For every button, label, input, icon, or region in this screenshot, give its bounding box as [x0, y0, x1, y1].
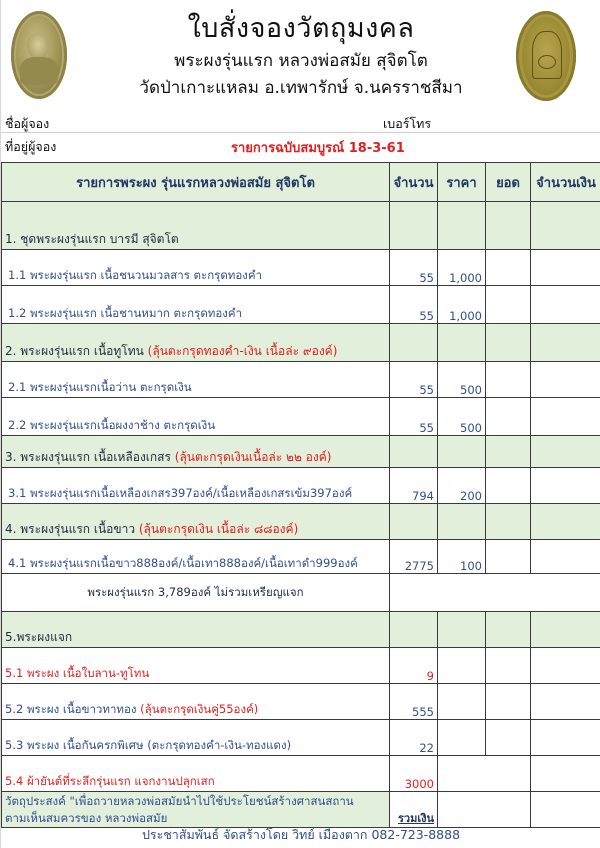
phone-field-label[interactable]: เบอร์โทร — [383, 116, 432, 131]
edition-note: รายการฉบับสมบูรณ์ 18-3-61 — [231, 141, 405, 156]
item-qty: 55 — [390, 398, 438, 436]
item-price: 500 — [438, 398, 486, 436]
total-ordered-cell[interactable] — [438, 792, 531, 828]
item-desc: 2.2 พระผงรุ่นแรกเนื้อผงงาช้าง ตะกรุดเงิน — [2, 398, 390, 436]
ordered-input[interactable] — [486, 324, 531, 362]
ordered-input[interactable] — [486, 398, 531, 436]
header-price: ราคา — [438, 163, 486, 202]
section-row — [2, 612, 600, 648]
item-desc: 1.2 พระผงรุ่นแรก เนื้อชานหมาก ตะกรุดทองคำ — [2, 286, 390, 324]
item-qty: 55 — [390, 250, 438, 286]
ordered-input[interactable] — [486, 468, 531, 504]
amount-cell[interactable] — [531, 504, 600, 540]
item-desc: 4.1 พระผงรุ่นแรกเนื้อขาว888องค์/เนื้อเทา888องค์/เนื้อเทาดำ999องค์ — [2, 540, 390, 574]
ordered-input[interactable] — [486, 202, 531, 250]
purpose-row — [2, 792, 600, 828]
table-row — [2, 250, 600, 286]
table-row — [2, 720, 600, 756]
item-desc: 1.1 พระผงรุ่นแรก เนื้อชนวนมวลสาร ตะกรุดทองคำ — [2, 250, 390, 286]
amount-cell[interactable] — [531, 362, 600, 398]
section-note: (ลุ้นตะกรุดเงิน เนื้อล่ะ ๘๘องค์) — [138, 522, 299, 536]
summary-row — [2, 574, 600, 612]
item-qty: 555 — [390, 684, 438, 720]
ordered-input[interactable] — [486, 286, 531, 324]
amount-cell[interactable] — [531, 468, 600, 504]
ordered-input[interactable] — [486, 504, 531, 540]
total-label: รวมเงิน — [390, 792, 438, 828]
section-title: 1. ชุดพระผงรุ่นแรก บารมี สุจิตโต — [2, 202, 390, 250]
table-row — [2, 362, 600, 398]
ordered-input[interactable] — [486, 540, 531, 574]
header — [1, 0, 600, 104]
section-title: 3. พระผงรุ่นแรก เนื้อเหลืองเกสร (ลุ้นตะกรุดเงินเนื้อล่ะ ๒๒ องค์) — [2, 436, 390, 468]
item-desc: 2.1 พระผงรุ่นแรกเนื้อว่าน ตะกรุดเงิน — [2, 362, 390, 398]
section-title: 4. พระผงรุ่นแรก เนื้อขาว (ลุ้นตะกรุดเงิน เนื้อล่ะ ๘๘องค์) — [2, 504, 390, 540]
header-qty: จำนวน — [390, 163, 438, 202]
item-desc: 5.4 ผ้ายันต์ที่ระลึกรุ่นแรก แจกงานปลุกเสก — [2, 756, 390, 792]
table-row — [2, 398, 600, 436]
item-price: 500 — [438, 362, 486, 398]
header-amount: จำนวนเงิน — [531, 163, 600, 202]
header-ordered: ยอด — [486, 163, 531, 202]
item-desc: 5.1 พระผง เนื้อใบลาน-ทูโทน — [2, 648, 390, 684]
table-row — [2, 286, 600, 324]
amount-cell[interactable] — [531, 398, 600, 436]
table-header-row — [2, 163, 600, 202]
item-qty: 55 — [390, 362, 438, 398]
header-item: รายการพระผง รุ่นแรกหลวงพ่อสมัย สุจิตโต — [2, 163, 390, 202]
item-qty: 2775 — [390, 540, 438, 574]
item-note: (ลุ้นตะกรุดเงินคู่55องค์) — [140, 702, 259, 716]
item-qty: 55 — [390, 286, 438, 324]
item-price: 1,000 — [438, 250, 486, 286]
footer-contact: ประชาสัมพันธ์ จัดสร้างโดย วิทย์ เมืองตาก 082-723-8888 — [141, 827, 461, 842]
yantra-swirl-icon — [538, 55, 556, 69]
temple-location: วัดป่าเกาะแหลม อ.เทพารักษ์ จ.นครราชสีมา — [139, 78, 463, 98]
item-qty: 794 — [390, 468, 438, 504]
section-row — [2, 504, 600, 540]
name-field-label[interactable]: ชื่อผู้จอง — [5, 116, 50, 131]
amulet-yantra-image — [516, 11, 576, 101]
item-desc: 5.2 พระผง เนื้อขาวทาทอง (ลุ้นตะกรุดเงินคู่55องค์) — [2, 684, 390, 720]
page-subtitle: พระผงรุ่นแรก หลวงพ่อสมัย สุจิตโต — [174, 51, 428, 71]
table-row — [2, 684, 600, 720]
table-row — [2, 540, 600, 574]
section-row — [2, 436, 600, 468]
amount-cell[interactable] — [531, 436, 600, 468]
item-qty: 3000 — [390, 756, 438, 792]
table-row — [2, 648, 600, 684]
item-price: 200 — [438, 468, 486, 504]
table-row — [2, 468, 600, 504]
ordered-input[interactable] — [486, 250, 531, 286]
section-title: 2. พระผงรุ่นแรก เนื้อทูโทน (ลุ้นตะกรุดทองคำ-เงิน เนื้อล่ะ ๙องค์) — [2, 324, 390, 362]
ordered-input[interactable] — [486, 436, 531, 468]
address-row — [1, 133, 600, 155]
section-title: 5.พระผงแจก — [2, 612, 390, 648]
item-price: 100 — [438, 540, 486, 574]
item-qty: 22 — [390, 720, 438, 756]
purpose-text: วัตถุประสงค์ "เพื่อถวายหลวงพ่อสมัยนำไปใช้ประโยชน์สร้างศาสนสถาน ตามเห็นสมควรของ หลวงพ่อสมัย — [2, 792, 390, 828]
item-qty: 9 — [390, 648, 438, 684]
amount-cell[interactable] — [531, 250, 600, 286]
address-field-label[interactable]: ที่อยู่ผู้จอง — [5, 139, 57, 154]
section-row — [2, 324, 600, 362]
section-row — [2, 202, 600, 250]
order-table — [1, 162, 600, 828]
section-note: (ลุ้นตะกรุดทองคำ-เงิน เนื้อล่ะ ๙องค์) — [147, 344, 338, 358]
page-title: ใบสั่งจองวัตถุมงคล — [187, 13, 415, 44]
name-phone-row — [1, 110, 600, 133]
ordered-input[interactable] — [486, 362, 531, 398]
amount-cell[interactable] — [531, 202, 600, 250]
table-row — [2, 756, 600, 792]
summary-note: พระผงรุ่นแรก 3,789องค์ ไม่รวมเหรียญแจก — [2, 574, 390, 612]
section-note: (ลุ้นตะกรุดเงินเนื้อล่ะ ๒๒ องค์) — [174, 450, 332, 464]
amount-cell[interactable] — [531, 324, 600, 362]
total-amount-cell[interactable] — [531, 792, 600, 828]
item-price: 1,000 — [438, 286, 486, 324]
item-desc: 5.3 พระผง เนื้อกันครกพิเศษ (ตะกรุดทองคำ-เงิน-ทองแดง) — [2, 720, 390, 756]
amount-cell[interactable] — [531, 540, 600, 574]
item-desc: 3.1 พระผงรุ่นแรกเนื้อเหลืองเกสร397องค์/เนื้อเหลืองเกสรเข้ม397องค์ — [2, 468, 390, 504]
amount-cell[interactable] — [531, 286, 600, 324]
